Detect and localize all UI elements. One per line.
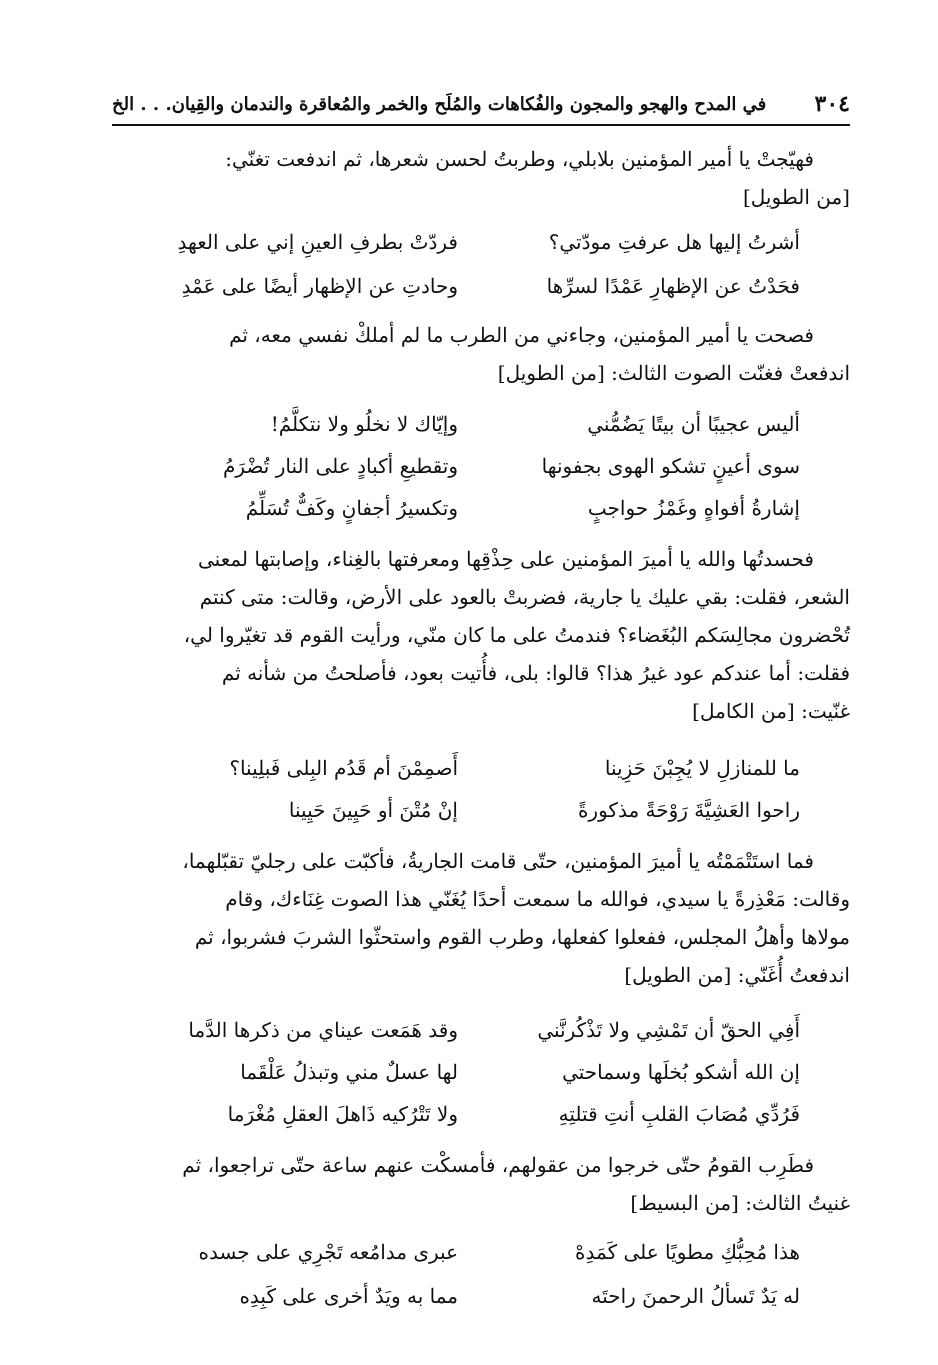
verse-hemistich-first: إشارةُ أفواهٍ وغَمْزُ حواجبٍ (587, 496, 800, 520)
verse-hemistich-first: إن الله أشكو بُخلَها وسماحتي (562, 1060, 800, 1084)
verse-line (112, 222, 850, 262)
verse-hemistich-first: أَفِي الحقّ أن تَمْشِي ولا تَذْكُرنَّني (537, 1018, 800, 1042)
meter-label: [من الطويل] (497, 361, 605, 385)
verse-hemistich-second: وتقطيعِ أكبادٍ على النار تُضْرَمُ (223, 454, 458, 478)
paragraph-3 (112, 540, 850, 730)
verse-hemistich-first: راحوا العَشِيَّةَ رَوْحَةً مذكورةً (577, 798, 800, 822)
verse-hemistich-first: فحَدْتُ عن الإظهارِ عَمْدًا لسرِّها (546, 274, 800, 298)
meter-label: [من الطويل] (742, 185, 850, 209)
running-title: في المدح والهجو والمجون والفُكاهات والمُلَح والخمر والمُعاقرة والندمان والقِيان. . . الخ (112, 93, 767, 115)
paragraph-5 (112, 1146, 850, 1222)
verse-hemistich-second: وحادتِ عن الإظهار أيضًا على عَمْدِ (181, 274, 458, 298)
meter-label: [من البسيط] (630, 1191, 739, 1215)
paragraph-line: فما استَتْمَمْتُه يا أميرَ المؤمنين، حتّى قامت الجاريةُ، فأكبّت على رجليّ تقبّلهما، (182, 849, 814, 873)
page-header (112, 84, 850, 126)
verse-line (112, 446, 850, 486)
verse-line (112, 1052, 850, 1092)
verse-hemistich-first: له يَدٌ تَسألُ الرحمنَ راحتَه (591, 1284, 800, 1308)
paragraph-line: اندفعتْ فغنّت الصوت الثالث: (611, 361, 850, 385)
verse-line (112, 790, 850, 830)
paragraph-line: فطَرِب القومُ حتّى خرجوا من عقولهم، فأمسكْت عنهم ساعة حتّى تراجعوا، ثم (182, 1153, 814, 1177)
page-number: ٣٠٤ (814, 91, 850, 117)
verse-line (112, 1276, 850, 1316)
paragraph-line: غنّيت: (801, 699, 850, 723)
verse-hemistich-second: إنْ مُتْنَ أو حَيِينَ حَيِينا (288, 798, 458, 822)
meter-label: [من الطويل] (624, 963, 732, 987)
verse-hemistich-second: ولا تَتْرُكيه ذَاهلَ العقلِ مُغْرَما (227, 1102, 458, 1126)
paragraph-line: الشعر، فقلت: بقي عليك يا جارية، فضربتْ بالعود على الأرض، وقالت: متى كنتم (199, 585, 850, 609)
verse-hemistich-second: وتكسيرُ أجفانٍ وكَفٌّ تُسَلِّمُ (245, 496, 458, 520)
verse-line (112, 748, 850, 788)
paragraph-line: اندفعتُ أُغَنّي: (737, 963, 850, 987)
verse-hemistich-second: عبرى مدامُعه تَجْرِي على جسده (198, 1240, 458, 1264)
verse-hemistich-first: ما للمنازلِ لا يُجِبْنَ حَزِينا (604, 756, 800, 780)
paragraph-line: مولاها وأهلُ المجلس، ففعلوا كفعلها، وطرب القوم واستحثّوا الشربَ فشربوا، ثم (194, 925, 850, 949)
paragraph-line: فهيّجتْ يا أمير المؤمنين بلابلي، وطربتُ لحسن شعرها، ثم اندفعت تغنّي: (225, 147, 814, 171)
verse-line (112, 1232, 850, 1272)
paragraph-line: تُحْضرون مجالِسَكم البُغَضاء؟ فندمتُ على ما كان منّي، ورأيت القوم قد تغيّروا لي، (183, 623, 850, 647)
paragraph-4 (112, 842, 850, 994)
verse-line (112, 1010, 850, 1050)
verse-hemistich-first: هذا مُحِبُّكِ مطويًا على كَمَدِهْ (575, 1240, 800, 1264)
verse-hemistich-second: وقد هَمَعت عيناي من ذكرها الدَّما (188, 1018, 458, 1042)
verse-hemistich-second: مما به ويَدٌ أخرى على كَبِدِه (239, 1284, 458, 1308)
verse-hemistich-first: فَرُدِّي مُصَابَ القلبِ أنتِ قتلتِهِ (558, 1102, 800, 1126)
paragraph-2 (112, 316, 850, 392)
verse-hemistich-second: لها عسلٌ مني وتبذلُ عَلْقَما (240, 1060, 458, 1084)
verse-hemistich-second: أَصمِمْنَ أم قَدُم البِلى فَبلِينا؟ (229, 756, 458, 780)
verse-hemistich-first: أشرتُ إليها هل عرفتِ مودّتي؟ (548, 230, 800, 254)
paragraph-line: وقالت: مَعْذِرةً يا سيدي، فوالله ما سمعت أحدًا يُغَنّي هذا الصوت غِنَاءك، وقام (225, 887, 850, 911)
verse-line (112, 488, 850, 528)
paragraph-line: فحسدتُها والله يا أميرَ المؤمنين على حِذْقِها ومعرفتها بالغِناء، وإصابتها لمعنى (198, 547, 814, 571)
meter-label: [من الكامل] (692, 699, 795, 723)
verse-line (112, 404, 850, 444)
paragraph-line: فقلت: أما عندكم عود غيرُ هذا؟ قالوا: بلى، فأُتيت بعود، فأصلحتُ من شأنه ثم (221, 661, 850, 685)
verse-line (112, 266, 850, 306)
paragraph-1 (112, 140, 850, 216)
verse-hemistich-second: وإيّاك لا نخلُو ولا نتكلَّمُ! (270, 412, 458, 436)
verse-hemistich-first: سوى أعينٍ تشكو الهوى بجفونها (541, 454, 800, 478)
paragraph-line: غنيتُ الثالث: (745, 1191, 850, 1215)
verse-line (112, 1094, 850, 1134)
verse-hemistich-second: فردّتْ بطرفِ العينِ إني على العهدِ (177, 230, 458, 254)
verse-hemistich-first: أليس عجيبًا أن بيتًا يَضُمُّني (587, 412, 800, 436)
paragraph-line: فصحت يا أمير المؤمنين، وجاءني من الطرب ما لم أملكْ نفسي معه، ثم (229, 323, 814, 347)
